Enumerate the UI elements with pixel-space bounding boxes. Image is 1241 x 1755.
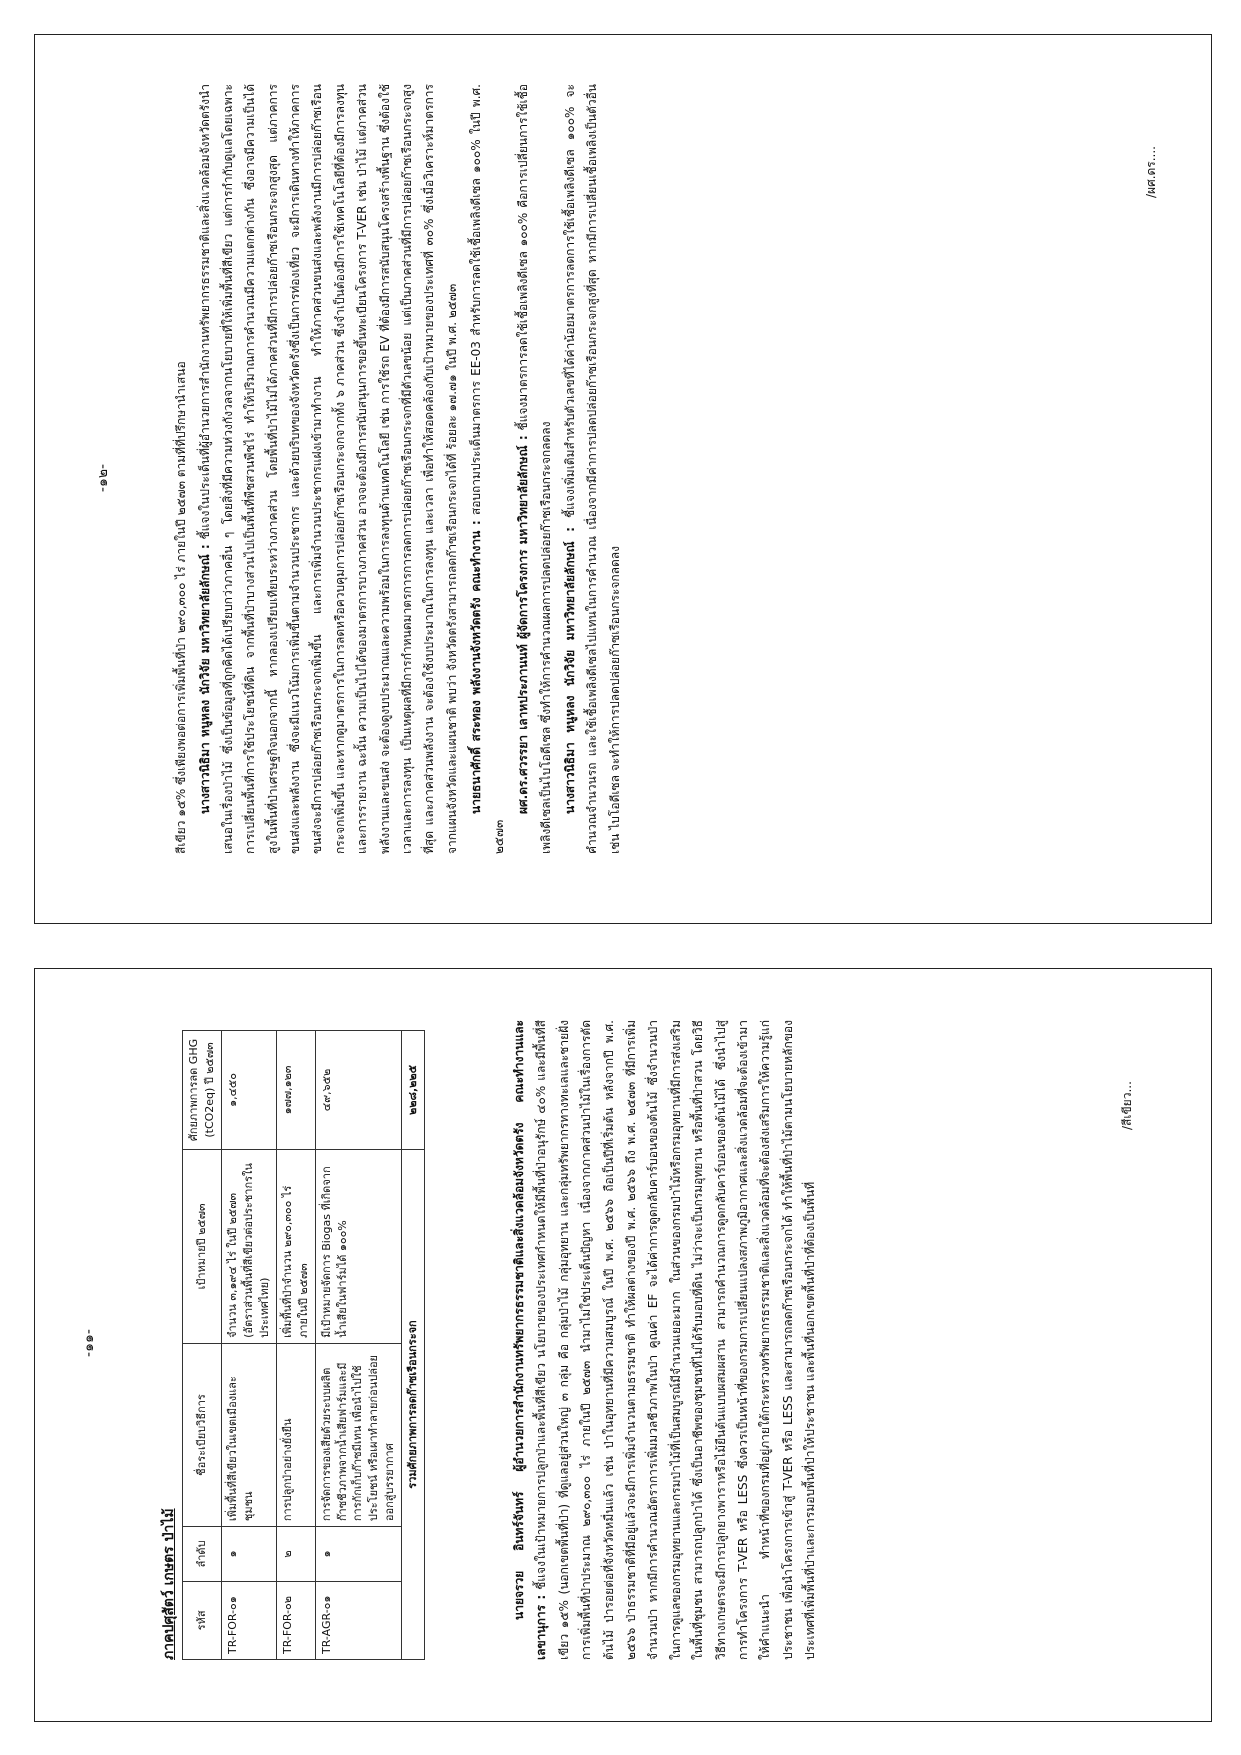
- table-cell: ๑: [315, 1527, 402, 1582]
- table-header: เป้าหมายปี ๒๕๗๓: [183, 1149, 222, 1343]
- table-cell: การปลูกป่าอย่างยั่งยืน: [276, 1343, 315, 1526]
- page-number: -๑๑-: [81, 1329, 97, 1357]
- paragraph: [170, 84, 192, 854]
- page-number: -๑๒-: [95, 463, 111, 493]
- continuation-text: /ผศ.ดร....: [1144, 145, 1158, 198]
- table-cell: จำนวน ๓,๑๙๔ ไร่ ในปี ๒๕๗๓ (อัตราส่วนพื้นที่สีเขียวต่อประชากรในประเทศไทย): [221, 1149, 276, 1343]
- table-cell: ๑๗๗,๑๒๓: [276, 1031, 315, 1150]
- paragraph-text: สอบถามประเด็นมาตรการ EE-03 สำหรับการลดใช้เชื้อเพลิงดีเซล ๑๐๐% ในปี พ.ศ. ๒๕๗๓: [469, 84, 506, 854]
- table-total-row: [402, 1031, 425, 1660]
- right-body: [170, 84, 628, 854]
- paragraph-text: ชี้แจงในเป้าหมายการปลูกป่าและพื้นที่สีเขียว นโยบายของประเทศกำหนดให้มีพื้นที่ป่าอนุรักษ์ ๔๐% และมีพื้นที่สีเขียว ๑๕% (นอกเขตพื้นที่ป่า) ที่ดูแลอยู่ส่วนใหญ่ ๓ กลุ่ม คือ กลุ่มป่าไม้ กลุ่มอุทยาน และกลุ่มทรัพยากรทางทะเลและชายฝั่ง การเพิ่มพื้นที่ป่าประมาณ ๒๙๐,๓๐๐ ไร่ ภายในปี ๒๕๗๓ นำมาไม่ใช่ประเด็นปัญหา เนื่องจากภาคส่วนป่าไม้ในเรื่องการตัดต้นไม้ ป่ารอยต่อที่จังหวัดหมื่นแล้ว เช่น ป่าในอุทยานที่มีความสมบูรณ์ ในปี พ.ศ. ๒๕๖๖ ถือเป็นปีที่เริ่มต้น หลังจากปี พ.ศ. ๒๕๖๖ ป่าธรรมชาติที่มีอยู่แล้วจะมีการเพิ่มจำนวนตามธรรมชาติ ทำให้ผลต่างของปี พ.ศ. ๒๕๖๖ ถึง พ.ศ. ๒๕๗๓ ที่มีการเพิ่มจำนวนป่า หากมีการคำนวณอัตราการเพิ่มมวลชีวภาพในป่า คูณค่า EF จะได้ค่าการดูดกลับคาร์บอนของต้นไม้ ซึ่งจำนวนป่าในการดูแลของกรมอุทยานและกรมป่าไม้ที่เป็นสมบูรณ์มีจำนวนเยอะมาก ในส่วนของกรมป่าไม้หรือกรมอุทยานที่มีการส่งเสริมในพื้นที่ชุมชน สามารถปลูกป่าได้ ซึ่งเป็นอาชีพของชุมชนที่ไม่ได้รับมอบที่ดิน ไม่ว่าจะเป็นกรมอุทยาน หรือพื้นที่ป่าสวน โดยวิธีวิธีทางเกษตรจะมีการปลูกยางพาราหรือไม้ยืนต้นแบบผสมผสาน สามารถคำนวณการดูดกลับคาร์บอนของต้นไม้ได้ ซึ่งนำไปสู่การทำโครงการ T-VER หรือ LESS ซึ่งควรเป็นหน้าที่ของกรมการเปลี่ยนแปลงสภาพภูมิอากาศและสิ่งแวดล้อมที่จะต้องเข้ามาให้คำแนะนำ ทำหน้าที่ของกรมที่อยู่ภายใต้กระทรวงทรัพยากรธรรมชาติและสิ่งแวดล้อมที่จะต้องส่งเสริมการให้ความรู้แก่ประชาชน เพื่อนำโครงการเข้าสู่ T-VER หรือ LESS และสามารถลดก๊าซเรือนกระจกได้ ทำให้พื้นที่ป่าไม้ตามนโยบายหลักของประเทศที่เพิ่มพื้นที่ป่าและการมอบพื้นที่ป่าให้ประชาชน และพื้นที่นอกเขตพื้นที่ป่าที่ต้องเป็นพื้นที่: [534, 1020, 818, 1660]
- table-cell: TR-FOR-๐๒: [276, 1581, 315, 1659]
- speaker: นางสาวนิธิมา หนูหลง นักวิจัย มหาวิทยาลัยลักษณ์ :: [562, 527, 577, 814]
- speaker: นางสาวนิธิมา หนูหลง นักวิจัย มหาวิทยาลัยลักษณ์ :: [198, 544, 213, 814]
- section-title: ภาคปศุสัตว์ เกษตร ป่าไม้: [161, 1508, 177, 1660]
- paragraph-text: ชี้แจงมาตรการลดใช้เชื้อเพลิงดีเซล ๑๐๐% คือการเปลี่ยนการใช้เชื้อเพลิงดีเซลเป็นไบโอดีเซล ซึ่งทำให้การคำนวณผลการปลดปล่อยก๊าซเรือนกระจกลดลง: [516, 84, 553, 854]
- speaker: นายธนาศักดิ์ สระทอง พลังงานจังหวัดตรัง คณะทำงาน :: [469, 520, 484, 814]
- total-value: ๒๒๘,๒๒๕: [402, 1031, 425, 1150]
- table-row: [221, 1031, 276, 1660]
- continuation-text: /สีเขียว...: [1120, 1081, 1134, 1130]
- page-left: [78, 996, 1168, 1690]
- paragraph: [508, 1020, 822, 1660]
- table-cell: มีเป้าหมายจัดการ Biogas ที่เกิดจากน้ำเสียในฟาร์มได้ ๑๐๐%: [315, 1149, 402, 1343]
- paragraph: [465, 84, 510, 854]
- table-cell: TR-FOR-๐๑: [221, 1581, 276, 1659]
- total-label: รวมศักยภาพการลดก๊าซเรือนกระจก: [402, 1149, 425, 1659]
- table-cell: เพิ่มพื้นที่ป่าจำนวน ๒๙๐,๓๐๐ ไร่ ภายในปี ๒๕๗๓: [276, 1149, 315, 1343]
- table-cell: ๒: [276, 1527, 315, 1582]
- speaker: นายจรวย อินทร์จันทร์ ผู้อำนวยการสำนักงานทรัพยากรธรรมชาติและสิ่งแวดล้อมจังหวัดตรัง คณะทำงานและเลขานุการ :: [512, 1020, 549, 1660]
- paragraph: [559, 84, 626, 854]
- speaker: ผศ.ดร.ศวรรยา เลาหประภานนท์ ผู้จัดการโครงการ มหาวิทยาลัยลักษณ์ :: [516, 435, 531, 814]
- table-header: ชื่อระเบียบวิธีการ: [183, 1343, 222, 1526]
- ghg-table: [182, 1030, 425, 1660]
- table-row: [315, 1031, 402, 1660]
- paragraph-text: ชี้แจงเพิ่มเติมสำหรับตัวเลขที่ได้ค่าน้อยมาตรการลดการใช้เชื้อเพลิงดีเซล ๑๐๐% จะคำนวณจำนวนรถ และใช้เชื้อเพลิงดีเซลไปแทนในการคำนวณ เนื่องจากมีค่าการปลดปล่อยก๊าซเรือนกระจกสูงที่สุด หากมีการเปลี่ยนเชื้อเพลิงเป็นตัวอื่น เช่น ไบโอดีเซล จะทำให้การปลดปล่อยก๊าซเรือนกระจกลดลง: [562, 84, 622, 854]
- paragraph-text: ชี้แจงในประเด็นที่ผู้อำนวยการสำนักงานทรัพยากรธรรมชาติและสิ่งแวดล้อมจังหวัดตรังนำเสนอในเรื่องป่าไม้ ซึ่งเป็นข้อมูลที่ถูกคิดได้เปรียบกว่าภาคอื่น ๆ โดยสิ่งที่มีความห่วงกังวลจากนโยบายที่ให้เพิ่มพื้นที่สีเขียว แต่การกำกับดูแลโดยเฉพาะการเปลี่ยนพื้นที่การใช้ประโยชน์ที่ดิน จากพื้นที่ป่าบางส่วนไปเป็นพื้นที่พืชสวนพืชไร่ ทำให้ปริมาณการคำนวณมีความแตกต่างกัน ซึ่งอาจมีความเป็นได้สูงในพื้นที่ป่าเศรษฐกิจนอกจากนี้ หากลองเปรียบเทียบระหว่างภาคส่วน โดยพื้นที่ป่าไม้ไม่ได้ภาคส่วนที่มีการปล่อยก๊าซเรือนกระจกสูงสุด แต่ภาคการขนส่งและพลังงาน ซึ่งจะมีแนวโน้มการเพิ่มขึ้นตามจำนวนประชากร และด้วยบริบทของจังหวัดตรังซึ่งเป็นการท่องเที่ยว จะมีการเดินทางทำให้ภาคการขนส่งจะมีการปล่อยก๊าซเรือนกระจกเพิ่มขึ้น และการเพิ่มจำนวนประชากรแฝงเข้ามาทำงาน ทำให้ภาคส่วนขนส่งและพลังงานมีการปล่อยก๊าซเรือนกระจกเพิ่มขึ้น และหากดูมาตรการในการลดหรือควบคุมการปล่อยก๊าซเรือนกระจกจากทั้ง ๖ ภาคส่วน ซึ่งจำเป็นต้องมีการใช้เทคโนโลยีที่ต้องมีการลงทุนและการรายงาน ฉะนั้น ความเป็นไปได้ของมาตรการบางภาคส่วน อาจจะต้องมีการสนับสนุนการขอขึ้นทะเบียนโครงการ T-VER เช่น ป่าไม้ แต่ภาคส่วนพลังงานและขนส่ง จะต้องดูงบประมาณและความพร้อมในการลงทุนด้านเทคโนโลยี เช่น การใช้รถ EV ที่ต้องมีการสนับสนุนโครงสร้างพื้นฐาน ซึ่งต้องใช้เวลาและการลงทุน เป็นเหตุผลที่มีการกำหนดมาตรการการลดการปล่อยก๊าซเรือนกระจกที่มีตัวเลขน้อย แต่เป็นภาคส่วนที่มีการปล่อยก๊าซเรือนกระจกสูงที่สุด และภาคส่วนพลังงาน จะต้องใช้งบประมาณในการลงทุน และเวลา เพื่อทำให้สอดคล้องกับเป้าหมายของประเทศที่ ๓๐% ซึ่งเมื่อวิเคราะห์มาตรการจากแผนจังหวัดและแผนชาติ พบว่า จังหวัดตรังสามารถลดก๊าซเรือนกระจกได้ที่ ร้อยละ ๑๗.๗๑ ในปี พ.ศ. ๒๕๗๓: [198, 84, 459, 854]
- table-header: รหัส: [183, 1581, 222, 1659]
- table-header-row: [183, 1031, 222, 1660]
- paragraph: [194, 84, 463, 854]
- table-cell: เพิ่มพื้นที่สีเขียวในเขตเมืองและชุมชน: [221, 1343, 276, 1526]
- table-cell: ๑,๔๕๐: [221, 1031, 276, 1150]
- table-cell: การจัดการของเสียด้วยระบบผลิตก๊าซชีวภาพจากน้ำเสียฟาร์มและมีการกักเก็บก๊าซมีเทน เพื่อนำไปใช้ประโยชน์ หรือเผาทำลายก่อนปล่อยออกสู่บรรยากาศ: [315, 1343, 402, 1526]
- table-header: ศักยภาพการลด GHG (tCO2eq) ปี ๒๕๗๓: [183, 1031, 222, 1150]
- table-row: [276, 1031, 315, 1660]
- left-body: [508, 1020, 824, 1660]
- table-cell: ๑: [221, 1527, 276, 1582]
- table-cell: TR-AGR-๐๑: [315, 1581, 402, 1659]
- page-right: [92, 58, 1172, 898]
- paragraph-text: สีเขียว ๑๕% ซึ่งเพียงพอต่อการเพิ่มพื้นที่ป่า ๒๙๐,๓๐๐ ไร่ ภายในปี ๒๕๗๓ ตามที่ที่ปรึกษานำเสนอ: [174, 361, 188, 854]
- paragraph: [512, 84, 557, 854]
- table-header: ลำดับ: [183, 1527, 222, 1582]
- table-cell: ๔๙,๖๕๒: [315, 1031, 402, 1150]
